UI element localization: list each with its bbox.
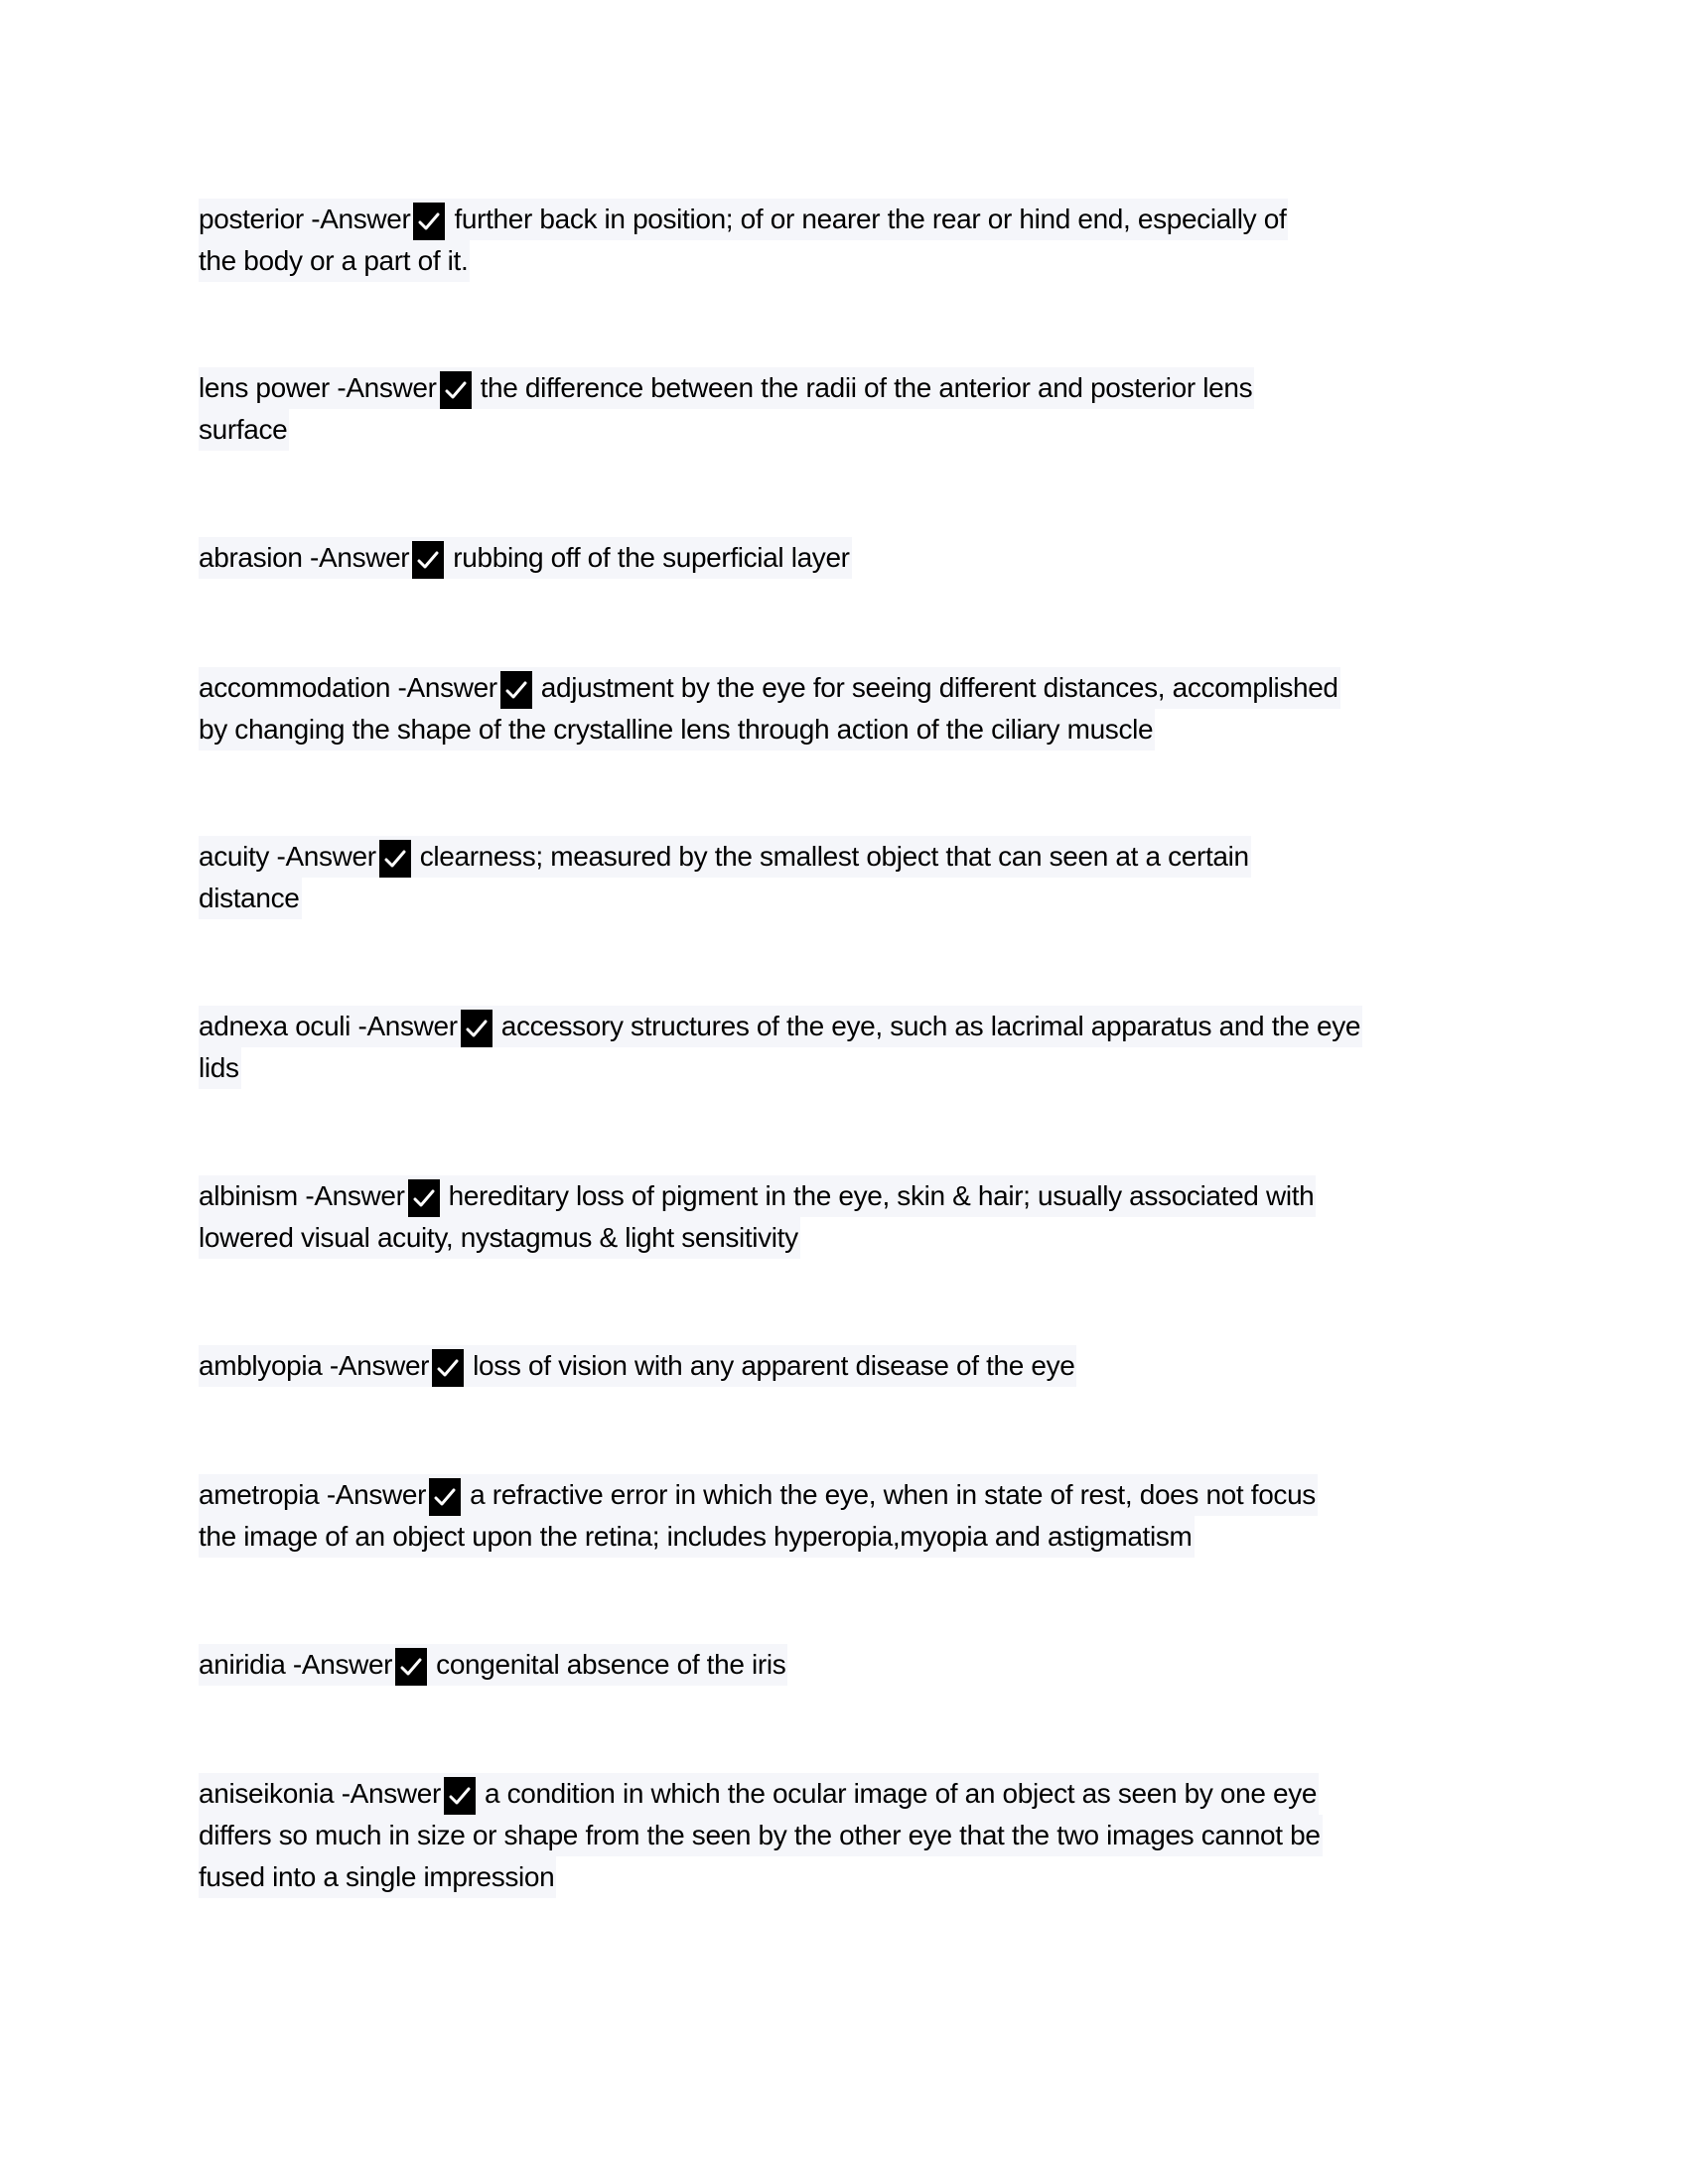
checkmark-icon xyxy=(461,1010,492,1047)
term: amblyopia xyxy=(199,1350,323,1381)
entry-continuation-line xyxy=(199,240,1509,282)
answer-marker: -Answer xyxy=(276,841,376,872)
definition-text: lids xyxy=(199,1052,239,1083)
highlighted-text xyxy=(199,836,1251,878)
flashcard-entry xyxy=(199,667,1509,751)
definition-text: adjustment by the eye for seeing different distances, accomplished xyxy=(540,672,1338,703)
definition-text: congenital absence of the iris xyxy=(436,1649,786,1680)
checkmark-icon xyxy=(444,1777,476,1815)
term: acuity xyxy=(199,841,270,872)
answer-marker: -Answer xyxy=(311,204,411,234)
checkmark-icon xyxy=(413,203,445,240)
answer-marker: -Answer xyxy=(337,372,437,403)
highlighted-text xyxy=(199,240,470,282)
definition-text: the image of an object upon the retina; includes hyperopia,myopia and astigmatism xyxy=(199,1521,1193,1552)
definition-text: by changing the shape of the crystalline lens through action of the ciliary muscle xyxy=(199,714,1154,745)
answer-marker: -Answer xyxy=(292,1649,393,1680)
highlighted-text xyxy=(199,1773,1319,1815)
highlighted-text xyxy=(199,667,1340,709)
entry-first-line xyxy=(199,1773,1509,1815)
flashcard-entry xyxy=(199,1773,1509,1898)
definition-text: distance xyxy=(199,883,300,913)
entry-continuation-line xyxy=(199,409,1509,451)
answer-marker: -Answer xyxy=(341,1778,441,1809)
entry-continuation-line xyxy=(199,709,1509,751)
highlighted-text xyxy=(199,1047,241,1089)
entry-continuation-line xyxy=(199,1516,1509,1558)
answer-marker: -Answer xyxy=(305,1180,405,1211)
definition-text: the difference between the radii of the anterior and posterior lens xyxy=(480,372,1253,403)
definition-text: lowered visual acuity, nystagmus & light sensitivity xyxy=(199,1222,798,1253)
entry-continuation-line xyxy=(199,1856,1509,1898)
highlighted-text xyxy=(199,1516,1195,1558)
answer-marker: -Answer xyxy=(310,542,410,573)
checkmark-icon xyxy=(395,1648,427,1686)
flashcard-entry xyxy=(199,1345,1509,1387)
definition-text: further back in position; of or nearer the rear or hind end, especially of xyxy=(454,204,1287,234)
checkmark-icon xyxy=(408,1179,440,1217)
definition-text: differs so much in size or shape from the seen by the other eye that the two images cannot be xyxy=(199,1820,1321,1850)
checkmark-icon xyxy=(432,1349,464,1387)
entry-continuation-line xyxy=(199,1217,1509,1259)
highlighted-text xyxy=(199,1815,1323,1856)
flashcard-entry xyxy=(199,1175,1509,1259)
entry-continuation-line xyxy=(199,878,1509,919)
highlighted-text xyxy=(199,537,852,579)
term: accommodation xyxy=(199,672,391,703)
flashcard-entry xyxy=(199,537,1509,579)
definition-text: rubbing off of the superficial layer xyxy=(453,542,850,573)
answer-marker: -Answer xyxy=(397,672,497,703)
flashcard-entry xyxy=(199,1644,1509,1686)
entry-first-line xyxy=(199,199,1509,240)
flashcard-entry xyxy=(199,367,1509,451)
term: lens power xyxy=(199,372,330,403)
term: aniseikonia xyxy=(199,1778,335,1809)
checkmark-icon xyxy=(440,371,472,409)
flashcard-entry xyxy=(199,199,1509,282)
entry-continuation-line xyxy=(199,1047,1509,1089)
definition-text: clearness; measured by the smallest object that can seen at a certain xyxy=(419,841,1249,872)
definition-text: a refractive error in which the eye, when in state of rest, does not focus xyxy=(470,1479,1316,1510)
entry-first-line xyxy=(199,1006,1509,1047)
term: ametropia xyxy=(199,1479,320,1510)
entry-first-line xyxy=(199,667,1509,709)
highlighted-text xyxy=(199,1006,1362,1047)
term: albinism xyxy=(199,1180,298,1211)
entry-first-line xyxy=(199,1474,1509,1516)
highlighted-text xyxy=(199,1474,1318,1516)
entry-first-line xyxy=(199,836,1509,878)
definition-text: hereditary loss of pigment in the eye, skin & hair; usually associated with xyxy=(448,1180,1315,1211)
highlighted-text xyxy=(199,1175,1316,1217)
flashcard-entry xyxy=(199,1474,1509,1558)
highlighted-text xyxy=(199,1345,1076,1387)
definition-text: accessory structures of the eye, such as lacrimal apparatus and the eye xyxy=(500,1011,1361,1041)
highlighted-text xyxy=(199,199,1288,240)
highlighted-text xyxy=(199,367,1254,409)
answer-marker: -Answer xyxy=(326,1479,427,1510)
highlighted-text xyxy=(199,1856,556,1898)
term: abrasion xyxy=(199,542,303,573)
entry-first-line xyxy=(199,1345,1509,1387)
checkmark-icon xyxy=(500,671,532,709)
checkmark-icon xyxy=(379,840,411,878)
definition-text: the body or a part of it. xyxy=(199,245,469,276)
entry-first-line xyxy=(199,1644,1509,1686)
checkmark-icon xyxy=(412,541,444,579)
checkmark-icon xyxy=(429,1478,461,1516)
flashcard-entry xyxy=(199,1006,1509,1089)
term: posterior xyxy=(199,204,304,234)
highlighted-text xyxy=(199,709,1155,751)
definition-text: surface xyxy=(199,414,288,445)
definition-text: fused into a single impression xyxy=(199,1861,555,1892)
answer-marker: -Answer xyxy=(329,1350,430,1381)
highlighted-text xyxy=(199,409,289,451)
entry-continuation-line xyxy=(199,1815,1509,1856)
definition-text: loss of vision with any apparent disease of the eye xyxy=(473,1350,1075,1381)
flashcard-entry xyxy=(199,836,1509,919)
term: adnexa oculi xyxy=(199,1011,352,1041)
definition-text: a condition in which the ocular image of an object as seen by one eye xyxy=(484,1778,1318,1809)
highlighted-text xyxy=(199,1644,787,1686)
highlighted-text xyxy=(199,1217,800,1259)
answer-marker: -Answer xyxy=(357,1011,458,1041)
highlighted-text xyxy=(199,878,302,919)
term: aniridia xyxy=(199,1649,286,1680)
entry-first-line xyxy=(199,367,1509,409)
entry-first-line xyxy=(199,537,1509,579)
entry-first-line xyxy=(199,1175,1509,1217)
